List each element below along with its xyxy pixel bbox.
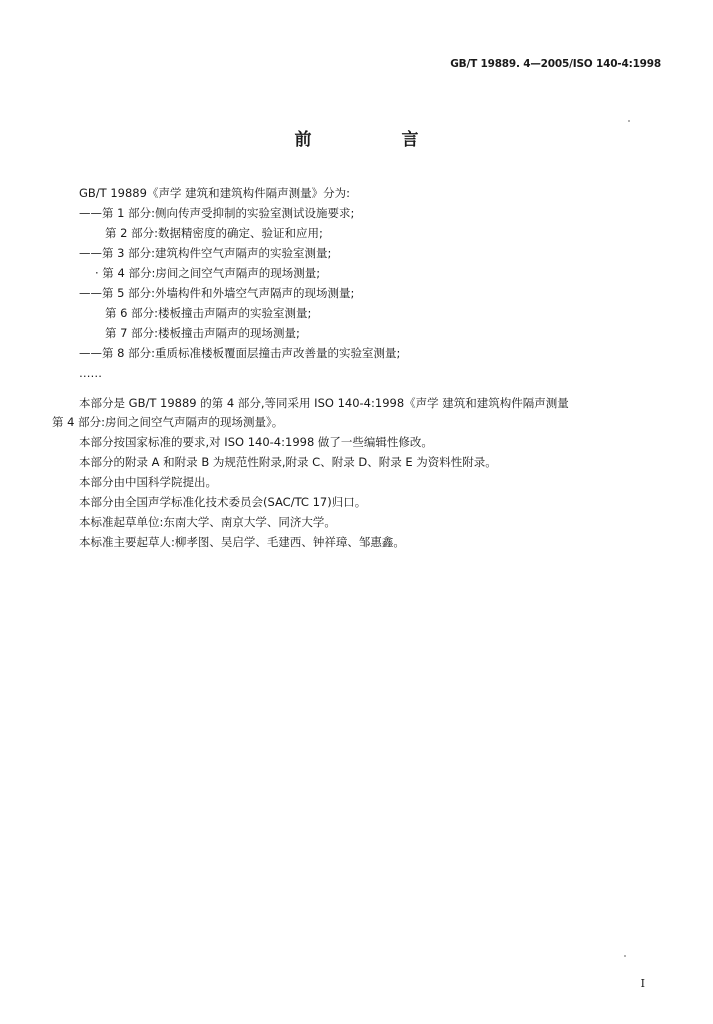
part-3: ——第 3 部分:建筑构件空气声隔声的实验室测量; [79, 246, 332, 260]
paragraph-1-line-2: 第 4 部分:房间之间空气声隔声的现场测量》。 [52, 415, 284, 429]
standard-code: GB/T 19889. 4—2005/ISO 140-4:1998 [450, 58, 661, 70]
part-1: ——第 1 部分:侧向传声受抑制的实验室测试设施要求; [79, 206, 355, 220]
paragraph-4: 本部分由中国科学院提出。 [79, 475, 217, 489]
part-2: 第 2 部分:数据精密度的确定、验证和应用; [105, 226, 323, 240]
paragraph-6: 本标准起草单位:东南大学、南京大学、同济大学。 [79, 515, 336, 529]
intro-line: GB/T 19889《声学 建筑和建筑构件隔声测量》分为: [79, 186, 350, 200]
part-4: · 第 4 部分:房间之间空气声隔声的现场测量; [95, 266, 321, 280]
scan-speck [628, 120, 630, 122]
paragraph-3: 本部分的附录 A 和附录 B 为规范性附录,附录 C、附录 D、附录 E 为资料性附录。 [79, 455, 497, 469]
paragraph-5: 本部分由全国声学标准化技术委员会(SAC/TC 17)归口。 [79, 495, 367, 509]
part-7: 第 7 部分:楼板撞击声隔声的现场测量; [105, 326, 300, 340]
paragraph-2: 本部分按国家标准的要求,对 ISO 140-4:1998 做了一些编辑性修改。 [79, 435, 433, 449]
part-8: ——第 8 部分:重质标准楼板覆面层撞击声改善量的实验室测量; [79, 346, 401, 360]
paragraph-7: 本标准主要起草人:柳孝图、吴启学、毛建西、钟祥璋、邹惠鑫。 [79, 535, 405, 549]
part-5: ——第 5 部分:外墙构件和外墙空气声隔声的现场测量; [79, 286, 355, 300]
page-title: 前 言 [294, 130, 461, 150]
page-number: I [640, 977, 645, 990]
paragraph-1-line-1: 本部分是 GB/T 19889 的第 4 部分,等同采用 ISO 140-4:1998《声学 建筑和建筑构件隔声测量 [79, 396, 569, 410]
scan-speck [624, 955, 626, 957]
parts-ellipsis: …… [79, 366, 102, 380]
part-6: 第 6 部分:楼板撞击声隔声的实验室测量; [105, 306, 312, 320]
